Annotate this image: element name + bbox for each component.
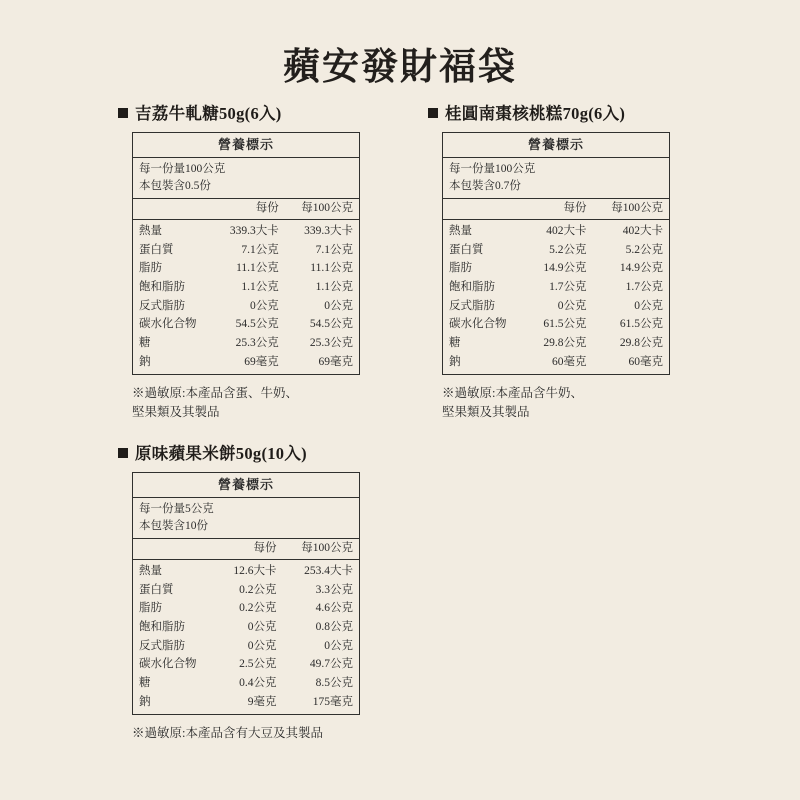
table-row	[443, 297, 669, 316]
table-row	[133, 334, 359, 353]
table-row	[133, 241, 359, 260]
nutrient-per-100g: 69毫克	[318, 355, 353, 368]
nutrient-per-100g: 175毫克	[312, 695, 353, 708]
nutrition-table-title-0: 營養標示	[133, 133, 359, 158]
col-header-per-serving: 每份	[216, 539, 282, 559]
nutrient-per-100g: 0.8公克	[315, 620, 353, 633]
bullet-square-icon	[118, 108, 128, 118]
allergen-note-1	[442, 384, 672, 422]
table-row	[133, 581, 359, 600]
nutrition-table-2	[132, 472, 360, 715]
product-heading-2	[118, 440, 418, 464]
nutrient-per-100g: 8.5公克	[315, 676, 353, 689]
nutrient-per-serving: 0.4公克	[239, 676, 277, 689]
serving-size-0: 每一份量100公克	[139, 162, 226, 175]
nutrient-per-serving: 1.7公克	[549, 280, 587, 293]
table-row	[133, 559, 359, 580]
nutrient-per-serving: 12.6大卡	[233, 564, 277, 577]
nutrient-per-100g: 339.3大卡	[304, 224, 353, 237]
nutrient-per-serving: 29.8公克	[543, 336, 587, 349]
nutrient-per-serving: 2.5公克	[239, 658, 277, 671]
nutrient-per-serving: 9毫克	[247, 695, 277, 708]
page-title: 蘋安發財福袋	[283, 47, 517, 88]
allergen-line: ※過敏原:本產品含牛奶、	[442, 386, 583, 401]
table-row	[133, 353, 359, 375]
product-heading-1	[428, 100, 728, 124]
serving-size-2: 每一份量5公克	[139, 502, 214, 515]
nutrient-table-0	[133, 199, 359, 374]
nutrient-per-100g: 25.3公克	[309, 336, 353, 349]
nutrient-label: 熱量	[449, 224, 472, 237]
nutrient-per-100g: 1.7公克	[625, 280, 663, 293]
nutrient-per-100g: 14.9公克	[619, 262, 663, 275]
nutrient-per-serving: 0.2公克	[239, 602, 277, 615]
table-header-row	[133, 199, 359, 219]
nutrient-label: 熱量	[139, 224, 162, 237]
allergen-line: 堅果類及其製品	[442, 404, 530, 419]
nutrient-label: 糖	[449, 336, 461, 349]
nutrient-per-serving: 61.5公克	[543, 318, 587, 331]
nutrient-per-serving: 14.9公克	[543, 262, 587, 275]
col-header-label	[443, 199, 526, 219]
nutrient-rows-0	[133, 219, 359, 374]
nutrient-per-serving: 0.2公克	[239, 583, 277, 596]
table-row	[133, 259, 359, 278]
nutrient-label: 糖	[139, 336, 151, 349]
servings-per-pack-0: 本包裝含0.5份	[139, 179, 211, 192]
nutrition-table-1	[442, 132, 670, 375]
allergen-line: ※過敏原:本產品含有大豆及其製品	[132, 726, 323, 741]
nutrient-label: 反式脂肪	[139, 639, 185, 652]
nutrient-per-100g: 1.1公克	[315, 280, 353, 293]
table-header-row	[443, 199, 669, 219]
nutrient-per-100g: 4.6公克	[315, 602, 353, 615]
nutrient-rows-1	[443, 219, 669, 374]
product-panel-1	[428, 100, 728, 422]
table-header-row	[133, 539, 359, 559]
nutrient-label: 碳水化合物	[139, 658, 197, 671]
nutrient-label: 糖	[139, 676, 151, 689]
nutrient-label: 脂肪	[139, 262, 162, 275]
col-header-per-serving: 每份	[526, 199, 592, 219]
product-name-0: 吉荔牛軋糖50g(6入)	[135, 104, 282, 123]
product-panel-0	[118, 100, 418, 422]
table-row	[133, 637, 359, 656]
nutrient-per-100g: 29.8公克	[619, 336, 663, 349]
bullet-square-icon	[428, 108, 438, 118]
nutrition-table-0	[132, 132, 360, 375]
nutrient-per-serving: 54.5公克	[235, 318, 279, 331]
serving-size-1: 每一份量100公克	[449, 162, 536, 175]
nutrient-label: 鈉	[139, 355, 151, 368]
nutrient-per-serving: 0公克	[247, 620, 277, 633]
nutrient-label: 脂肪	[139, 602, 162, 615]
nutrient-label: 飽和脂肪	[139, 280, 185, 293]
nutrient-per-serving: 339.3大卡	[229, 224, 279, 237]
servings-per-pack-1: 本包裝含0.7份	[449, 179, 521, 192]
table-row	[443, 241, 669, 260]
nutrient-per-serving: 0公克	[250, 299, 279, 312]
table-row	[133, 693, 359, 715]
col-header-per-100g: 每100公克	[285, 199, 359, 219]
col-header-per-serving: 每份	[214, 199, 285, 219]
nutrition-table-title-2: 營養標示	[133, 473, 359, 498]
col-header-label	[133, 199, 214, 219]
nutrient-table-1	[443, 199, 669, 374]
allergen-note-0	[132, 384, 362, 422]
nutrient-per-100g: 54.5公克	[309, 318, 353, 331]
table-row	[133, 278, 359, 297]
nutrient-per-serving: 0公克	[557, 299, 587, 312]
table-row	[133, 219, 359, 240]
nutrient-label: 碳水化合物	[139, 318, 197, 331]
table-row	[443, 334, 669, 353]
nutrient-per-serving: 25.3公克	[235, 336, 279, 349]
nutrient-label: 蛋白質	[449, 243, 484, 256]
nutrient-per-serving: 11.1公克	[236, 262, 279, 275]
product-name-2: 原味蘋果米餅50g(10入)	[135, 444, 307, 463]
nutrient-rows-2	[133, 559, 359, 714]
table-row	[133, 674, 359, 693]
nutrient-label: 熱量	[139, 564, 162, 577]
nutrient-per-serving: 60毫克	[552, 355, 587, 368]
product-heading-0	[118, 100, 418, 124]
table-row	[133, 599, 359, 618]
nutrient-per-100g: 0公克	[634, 299, 663, 312]
nutrient-per-100g: 3.3公克	[315, 583, 353, 596]
nutrient-label: 鈉	[139, 695, 151, 708]
nutrient-per-serving: 69毫克	[244, 355, 279, 368]
table-row	[443, 353, 669, 375]
product-name-1: 桂圓南棗核桃糕70g(6入)	[445, 104, 626, 123]
nutrient-per-100g: 60毫克	[628, 355, 663, 368]
table-row	[443, 315, 669, 334]
nutrient-per-100g: 7.1公克	[315, 243, 353, 256]
table-row	[443, 278, 669, 297]
serving-info-1	[443, 158, 669, 199]
allergen-note-2	[132, 724, 362, 743]
nutrient-table-2	[133, 539, 359, 714]
nutrient-per-100g: 61.5公克	[619, 318, 663, 331]
nutrient-per-serving: 7.1公克	[241, 243, 279, 256]
nutrient-label: 鈉	[449, 355, 461, 368]
table-row	[443, 259, 669, 278]
allergen-line: 堅果類及其製品	[132, 404, 220, 419]
nutrient-per-100g: 253.4大卡	[304, 564, 353, 577]
nutrient-per-serving: 402大卡	[546, 224, 587, 237]
nutrient-per-100g: 0公克	[324, 639, 353, 652]
nutrient-per-100g: 11.1公克	[310, 262, 353, 275]
nutrient-per-100g: 0公克	[324, 299, 353, 312]
nutrient-label: 飽和脂肪	[449, 280, 495, 293]
nutrient-label: 蛋白質	[139, 243, 174, 256]
nutrient-label: 反式脂肪	[139, 299, 185, 312]
nutrient-per-serving: 0公克	[247, 639, 277, 652]
serving-info-0	[133, 158, 359, 199]
col-header-per-100g: 每100公克	[593, 199, 670, 219]
nutrition-table-title-1: 營養標示	[443, 133, 669, 158]
servings-per-pack-2: 本包裝含10份	[139, 519, 208, 532]
nutrient-per-serving: 5.2公克	[549, 243, 587, 256]
nutrient-per-100g: 49.7公克	[309, 658, 353, 671]
nutrient-per-100g: 402大卡	[622, 224, 663, 237]
product-panel-2	[118, 440, 418, 743]
nutrient-label: 蛋白質	[139, 583, 174, 596]
table-row	[133, 315, 359, 334]
nutrient-label: 脂肪	[449, 262, 472, 275]
table-row	[443, 219, 669, 240]
bullet-square-icon	[118, 448, 128, 458]
serving-info-2	[133, 498, 359, 539]
nutrient-label: 碳水化合物	[449, 318, 507, 331]
nutrient-label: 飽和脂肪	[139, 620, 185, 633]
nutrient-per-serving: 1.1公克	[241, 280, 279, 293]
col-header-per-100g: 每100公克	[283, 539, 360, 559]
nutrient-label: 反式脂肪	[449, 299, 495, 312]
allergen-line: ※過敏原:本產品含蛋、牛奶、	[132, 386, 298, 401]
col-header-label	[133, 539, 216, 559]
nutrient-per-100g: 5.2公克	[625, 243, 663, 256]
table-row	[133, 655, 359, 674]
table-row	[133, 297, 359, 316]
table-row	[133, 618, 359, 637]
